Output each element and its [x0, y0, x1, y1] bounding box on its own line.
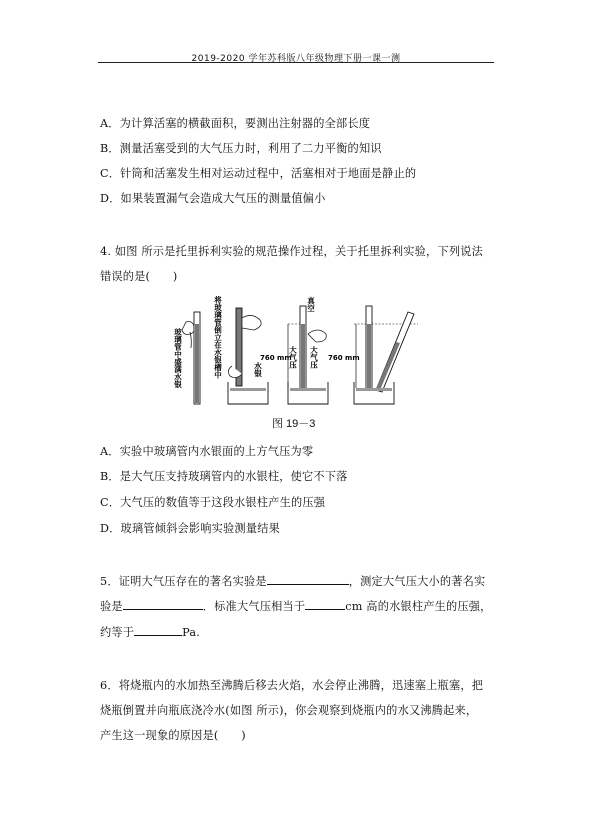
hand-remove-icon [308, 330, 326, 342]
q5-blank-1[interactable] [267, 573, 349, 585]
q5-blank-3[interactable] [305, 598, 345, 610]
height-label-1: 760 mm [260, 354, 292, 362]
q5-blank-2[interactable] [123, 598, 203, 610]
q5-line2 [100, 598, 492, 614]
trough-2 [288, 382, 328, 404]
q4-option-b: B．是大气压支持玻璃管内的水银柱，使它不下落 [100, 470, 348, 483]
q6-line2: 烧瓶倒置并向瓶底浇冷水(如图 所示)，你会观察到烧瓶内的水又沸腾起来， [100, 704, 478, 717]
hand-pour-icon [182, 322, 195, 349]
label-fill: 玻璃管中盛满水银 [173, 328, 183, 388]
q4-option-c: C．大气压的数值等于这段水银柱产生的压强 [100, 496, 326, 509]
tube-1-mercury [195, 324, 199, 403]
q4-stem-line2: 错误的是( ) [100, 270, 178, 283]
height-label-2: 760 mm [328, 354, 360, 362]
prev-option-a: A．为计算活塞的横截面积，要测出注射器的全部长度 [100, 117, 371, 130]
prev-option-d: D．如果装置漏气会造成大气压的测量值偏小 [100, 192, 326, 205]
q5-text-1b: ，测定大气压大小的著名实 [348, 575, 486, 588]
label-pressure-1: 大气压 [288, 346, 298, 369]
q5-line3 [100, 624, 200, 640]
q5-text-2a: 验是 [100, 600, 123, 613]
q5-text-1a: 5．证明大气压存在的著名实验是 [100, 575, 267, 588]
label-vacuum: 真空 [306, 297, 316, 312]
q4-option-a: A．实验中玻璃管内水银面的上方气压为零 [100, 445, 314, 458]
label-invert: 将玻璃管倒立在水银槽中 [213, 296, 223, 379]
q5-line1 [100, 573, 485, 589]
prev-option-c: C．针筒和活塞发生相对运动过程中，活塞相对于地面是静止的 [100, 167, 417, 180]
q6-line1: 6．将烧瓶内的水加热至沸腾后移去火焰，水会停止沸腾，迅速塞上瓶塞，把 [100, 679, 484, 692]
q4-option-d: D．玻璃管倾斜会影响实验测量结果 [100, 522, 280, 535]
q4-stem-line1: 4. 如图 所示是托里拆利实验的规范操作过程，关于托里拆利实验，下列说法 [100, 245, 483, 258]
q6-line3: 产生这一现象的原因是( ) [100, 729, 246, 742]
tube-5-mercury [376, 342, 400, 390]
tube-3-mercury [301, 324, 305, 390]
prev-option-b: B．测量活塞受到的大气压力时，利用了二力平衡的知识 [100, 142, 382, 155]
trough-3 [354, 382, 394, 404]
q5-text-2b: ．标准大气压相当于 [202, 600, 306, 613]
header-rule [98, 62, 494, 63]
tube-4-mercury [367, 324, 371, 390]
trough-1 [228, 382, 268, 404]
q5-text-3b: Pa. [182, 626, 201, 639]
q5-text-3a: 约等于 [100, 626, 135, 639]
header-title: 2019-2020 学年苏科版八年级物理下册一课一测 [191, 54, 401, 64]
q5-text-2c: cm 高的水银柱产生的压强， [345, 600, 492, 613]
torricelli-figure [160, 294, 432, 412]
q5-blank-4[interactable] [134, 624, 182, 636]
label-mercury: 水银 [253, 362, 263, 377]
figure-caption: 图 19－3 [272, 418, 316, 430]
label-pressure-2: 大气压 [309, 346, 319, 369]
